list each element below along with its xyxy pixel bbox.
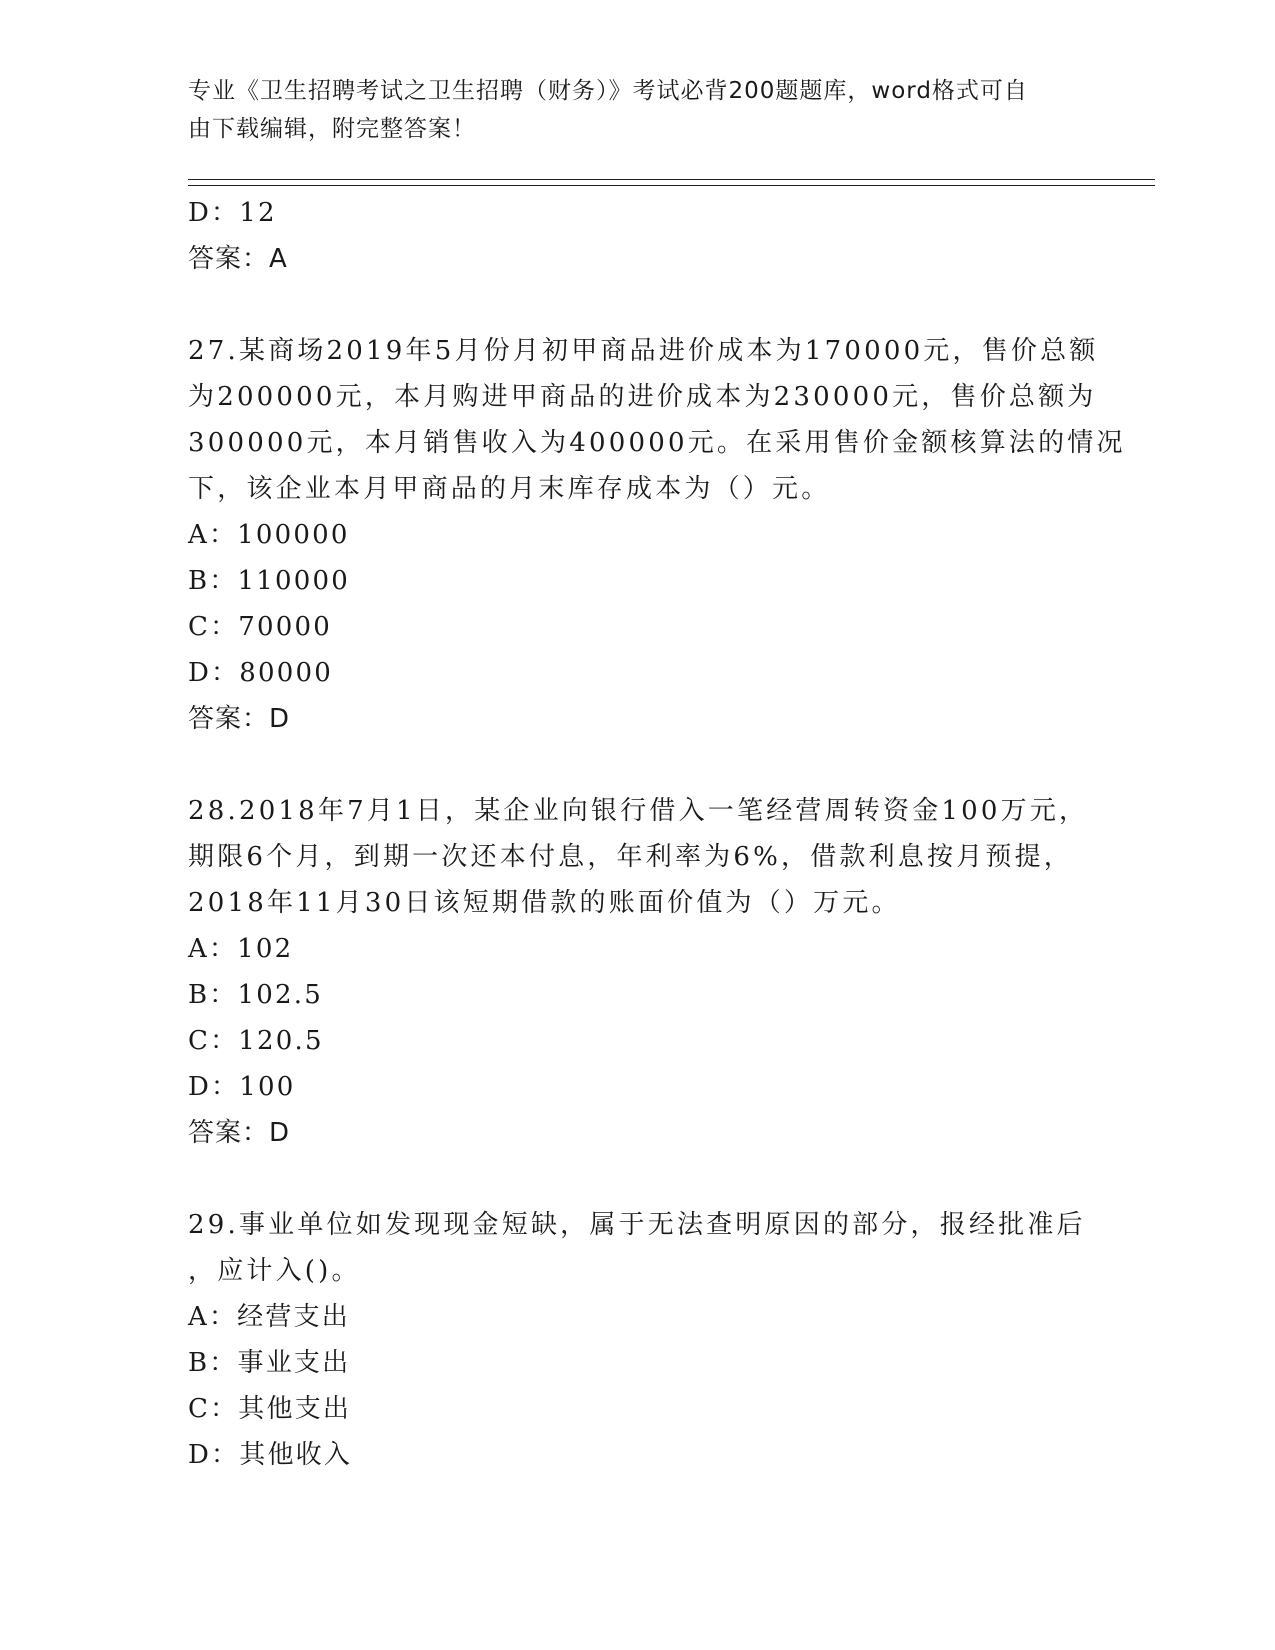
answer-line: 答案：A (188, 244, 288, 274)
option-b: B：事业支出 (188, 1348, 351, 1378)
question-28 (188, 788, 1088, 1156)
option-d: D：其他收入 (188, 1440, 353, 1470)
spacer (188, 742, 1088, 788)
option-b: B：110000 (188, 566, 350, 596)
previous-question-tail (188, 190, 1088, 282)
answer-line: 答案：D (188, 704, 291, 734)
header-line-1: 专业《卫生招聘考试之卫生招聘（财务）》考试必背200题题库，word格式可自 (188, 78, 1028, 104)
question-27 (188, 328, 1126, 742)
document-body (188, 190, 1126, 1478)
header-line-2: 由下载编辑，附完整答案！ (188, 116, 476, 142)
question-text-line: 2018年11月30日该短期借款的账面价值为（）万元。 (188, 888, 901, 918)
option-c: C：70000 (188, 612, 333, 642)
option-c: C：120.5 (188, 1026, 324, 1056)
option-b: B：102.5 (188, 980, 323, 1010)
option-d: D：80000 (188, 658, 333, 688)
question-text-line: 下，该企业本月甲商品的月末库存成本为（）元。 (188, 474, 831, 504)
header-rule-top (188, 179, 1155, 180)
option-d: D：100 (188, 1072, 296, 1102)
question-text-line: ，应计入()。 (188, 1256, 361, 1286)
option-d: D：12 (188, 198, 277, 228)
option-a: A：100000 (188, 520, 350, 550)
question-text-line: 为200000元，本月购进甲商品的进价成本为230000元，售价总额为 (188, 382, 1097, 412)
answer-line: 答案：D (188, 1118, 291, 1148)
option-a: A：经营支出 (188, 1302, 350, 1332)
option-a: A：102 (188, 934, 294, 964)
question-text-line: 期限6个月，到期一次还本付息，年利率为6%，借款利息按月预提， (188, 842, 1073, 872)
question-text-line: 27.某商场2019年5月份月初甲商品进价成本为170000元，售价总额 (188, 336, 1099, 366)
question-29 (188, 1202, 1088, 1478)
question-text-line: 28.2018年7月1日，某企业向银行借入一笔经营周转资金100万元， (188, 796, 1089, 826)
question-text-line: 300000元，本月销售收入为400000元。在采用售价金额核算法的情况 (188, 428, 1126, 458)
spacer (188, 282, 1088, 328)
option-c: C：其他支出 (188, 1394, 352, 1424)
spacer (188, 1156, 1088, 1202)
document-header (188, 72, 1068, 148)
header-rule-bottom (188, 185, 1155, 186)
question-text-line: 29.事业单位如发现现金短缺，属于无法查明原因的部分，报经批准后 (188, 1210, 1086, 1240)
